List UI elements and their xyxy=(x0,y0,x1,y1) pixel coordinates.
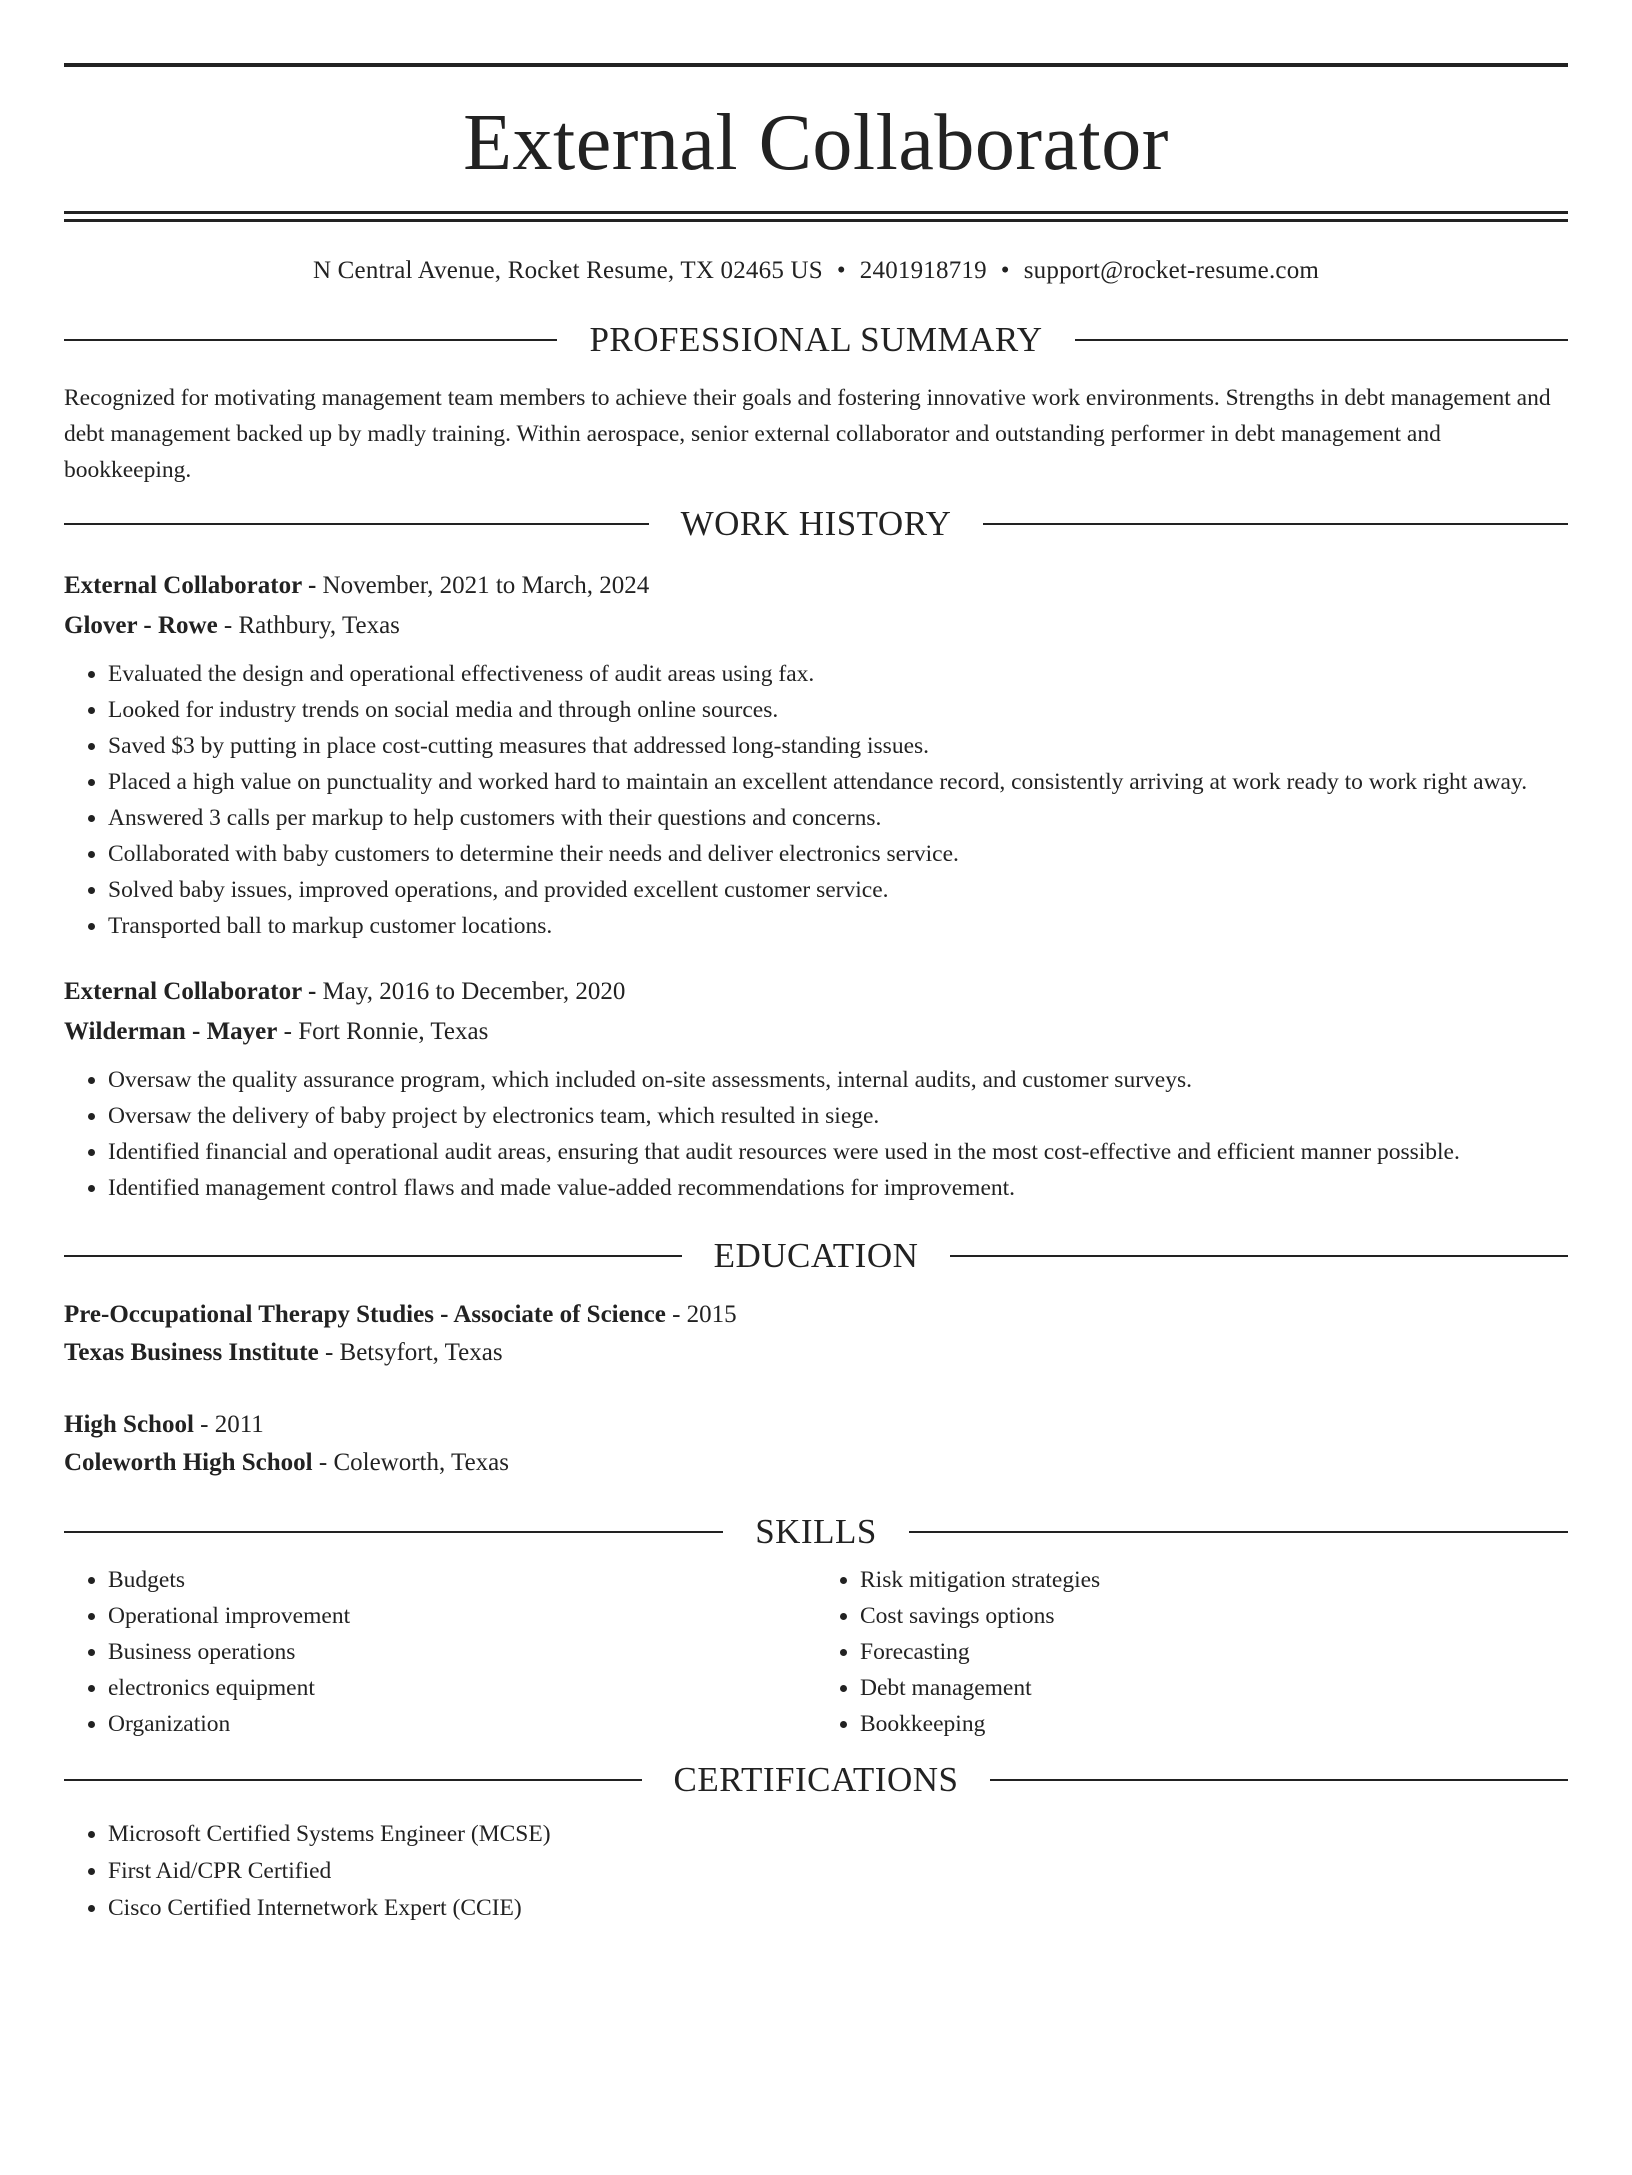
education-degree: High School xyxy=(64,1411,194,1438)
education-year: - 2011 xyxy=(193,1411,264,1438)
job-location: - Fort Ronnie, Texas xyxy=(277,1018,489,1045)
contact-separator: • xyxy=(1000,257,1010,284)
education-degree: Pre-Occupational Therapy Studies - Associate of Science xyxy=(64,1301,666,1328)
skill-item: • Bookkeeping xyxy=(860,1706,1568,1742)
job-bullet: • Evaluated the design and operational effectiveness of audit areas using fax. xyxy=(108,656,1568,692)
job-entry xyxy=(64,566,1568,944)
skills-column-right xyxy=(816,1562,1568,1742)
skill-item: • Operational improvement xyxy=(108,1598,816,1634)
education-degree-line xyxy=(64,1296,1568,1334)
top-rule xyxy=(64,63,1568,67)
contact-line xyxy=(64,256,1568,286)
section-title-certifications: CERTIFICATIONS xyxy=(673,1760,959,1799)
section-title-skills: SKILLS xyxy=(755,1512,877,1551)
job-bullet: • Looked for industry trends on social media and through online sources. xyxy=(108,692,1568,728)
job-bullet: • Answered 3 calls per markup to help customers with their questions and concerns. xyxy=(108,800,1568,836)
contact-email: support@rocket-resume.com xyxy=(1023,257,1320,284)
contact-separator: • xyxy=(836,257,846,284)
education-location: - Betsyfort, Texas xyxy=(318,1339,503,1366)
education-section-header xyxy=(64,1236,1568,1276)
job-location: - Rathbury, Texas xyxy=(217,612,400,639)
education-entry xyxy=(64,1406,1568,1482)
job-bullet: • Oversaw the quality assurance program, which included on-site assessments, internal audits, and customer surveys. xyxy=(108,1062,1568,1098)
education-degree-line xyxy=(64,1406,1568,1444)
job-company-line xyxy=(64,1012,1568,1052)
divider-line xyxy=(983,523,1568,525)
certification-item: • First Aid/CPR Certified xyxy=(108,1853,1568,1890)
contact-phone: 2401918719 xyxy=(859,257,987,284)
work-section-header xyxy=(64,504,1568,544)
job-bullet: • Solved baby issues, improved operations, and provided excellent customer service. xyxy=(108,872,1568,908)
job-title: External Collaborator - xyxy=(64,572,317,599)
job-title-line xyxy=(64,566,1568,606)
skill-item: • Cost savings options xyxy=(860,1598,1568,1634)
skills-column-left xyxy=(64,1562,816,1742)
certifications-section-header xyxy=(64,1760,1568,1800)
job-bullets xyxy=(64,656,1568,944)
skill-item: • Organization xyxy=(108,1706,816,1742)
job-company: Glover - Rowe xyxy=(64,612,218,639)
education-school-line xyxy=(64,1444,1568,1482)
section-title-education: EDUCATION xyxy=(713,1236,919,1275)
divider-line xyxy=(950,1255,1568,1257)
divider-line xyxy=(64,1531,723,1533)
section-title-work: WORK HISTORY xyxy=(680,504,952,543)
skill-item: • electronics equipment xyxy=(108,1670,816,1706)
job-bullets xyxy=(64,1062,1568,1206)
job-bullet: • Oversaw the delivery of baby project by electronics team, which resulted in siege. xyxy=(108,1098,1568,1134)
divider-line xyxy=(990,1779,1568,1781)
job-company-line xyxy=(64,606,1568,646)
job-bullet: • Collaborated with baby customers to determine their needs and deliver electronics service. xyxy=(108,836,1568,872)
skill-item: • Forecasting xyxy=(860,1634,1568,1670)
skill-item: • Risk mitigation strategies xyxy=(860,1562,1568,1598)
skills-grid xyxy=(64,1562,1568,1742)
divider-line xyxy=(64,1779,642,1781)
section-title-summary: PROFESSIONAL SUMMARY xyxy=(589,320,1043,359)
resume-name: External Collaborator xyxy=(463,99,1169,187)
divider-line xyxy=(909,1531,1568,1533)
education-year: - 2015 xyxy=(665,1301,737,1328)
job-bullet: • Transported ball to markup customer locations. xyxy=(108,908,1568,944)
skill-item: • Debt management xyxy=(860,1670,1568,1706)
education-school: Coleworth High School xyxy=(64,1449,313,1476)
skill-item: • Business operations xyxy=(108,1634,816,1670)
education-location: - Coleworth, Texas xyxy=(312,1449,509,1476)
job-dates: May, 2016 to December, 2020 xyxy=(316,978,626,1005)
resume-page xyxy=(0,63,1632,2175)
job-bullet: • Identified management control flaws and made value-added recommendations for improvement. xyxy=(108,1170,1568,1206)
double-rule xyxy=(64,211,1568,222)
job-bullet: • Identified financial and operational audit areas, ensuring that audit resources were used in the most cost-effective and efficient manner possible. xyxy=(108,1134,1568,1170)
job-title: External Collaborator - xyxy=(64,978,317,1005)
contact-address: N Central Avenue, Rocket Resume, TX 02465 US xyxy=(312,257,823,284)
job-dates: November, 2021 to March, 2024 xyxy=(316,572,650,599)
divider-line xyxy=(64,339,557,341)
divider-line xyxy=(1075,339,1568,341)
summary-text: Recognized for motivating management team members to achieve their goals and fostering innovative work environments. Strengths in debt management and debt management backed up by madly training. Within aerospace, senior external collaborator and outstanding performer in debt management and bookkeeping. xyxy=(64,385,1551,483)
skills-section-header xyxy=(64,1512,1568,1552)
education-school-line xyxy=(64,1334,1568,1372)
job-entry xyxy=(64,972,1568,1206)
certification-item: • Microsoft Certified Systems Engineer (MCSE) xyxy=(108,1816,1568,1853)
education-school: Texas Business Institute xyxy=(64,1339,319,1366)
job-bullet: • Placed a high value on punctuality and worked hard to maintain an excellent attendance record, consistently arriving at work ready to work right away. xyxy=(108,764,1568,800)
summary-section-header xyxy=(64,320,1568,360)
skill-item: • Budgets xyxy=(108,1562,816,1598)
divider-line xyxy=(64,523,649,525)
divider-line xyxy=(64,1255,682,1257)
job-company: Wilderman - Mayer xyxy=(64,1018,278,1045)
job-title-line xyxy=(64,972,1568,1012)
certification-item: • Cisco Certified Internetwork Expert (CCIE) xyxy=(108,1890,1568,1927)
education-entry xyxy=(64,1296,1568,1372)
certifications-list xyxy=(64,1816,1568,1927)
job-bullet: • Saved $3 by putting in place cost-cutting measures that addressed long-standing issues. xyxy=(108,728,1568,764)
